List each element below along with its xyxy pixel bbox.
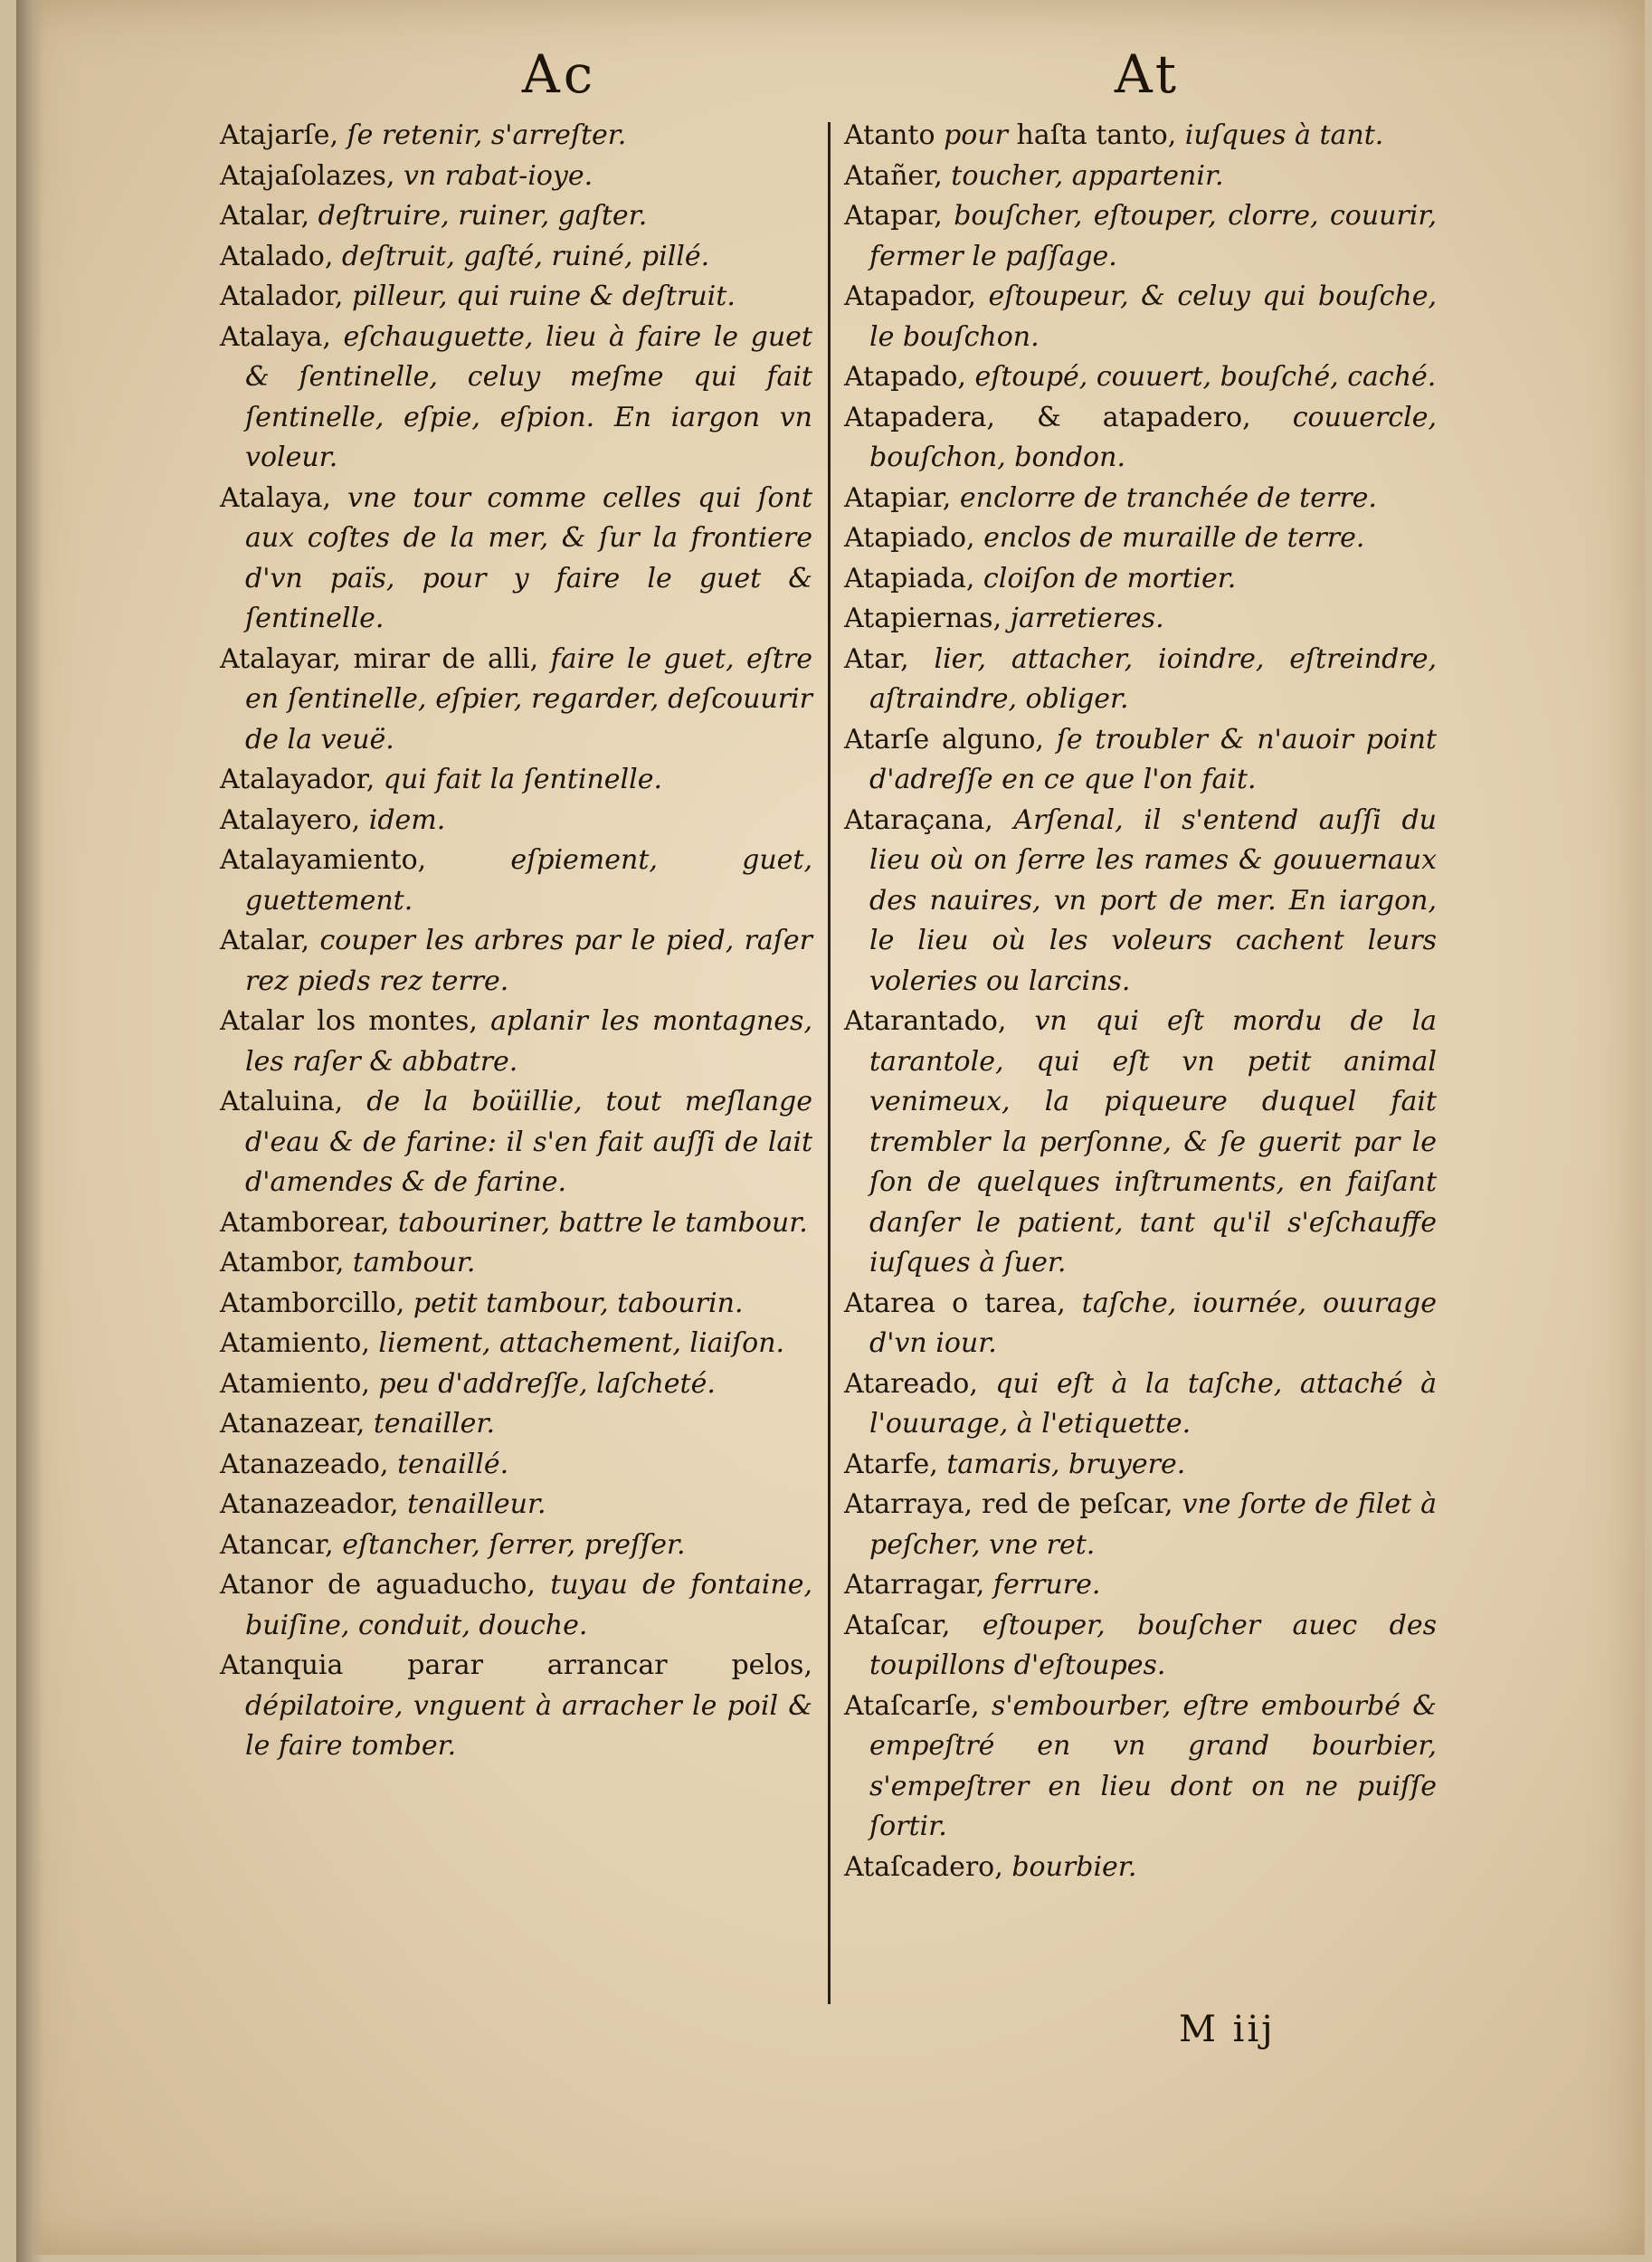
headword: Atamiento, xyxy=(220,1367,370,1400)
headword: Atancar, xyxy=(220,1528,334,1561)
dictionary-entry xyxy=(844,801,1437,1003)
running-head-left: Ac xyxy=(521,43,597,105)
headword: Atapado, xyxy=(844,361,966,393)
dictionary-entry xyxy=(844,1002,1437,1284)
dictionary-entry xyxy=(220,116,812,157)
definition: pour xyxy=(935,119,1008,151)
definition: pilleur, qui ruine & deſtruit. xyxy=(343,280,736,312)
headword: Atalayar, mirar de alli, xyxy=(220,642,539,675)
dictionary-entry xyxy=(220,1525,812,1566)
definition: eſtoupeur, & celuy qui bouſche, le bouſchon. xyxy=(869,280,1437,353)
headword: Atarſe alguno, xyxy=(844,723,1044,756)
headword: Atalar, xyxy=(220,925,310,956)
headword: Atajaſolazes, xyxy=(220,159,395,192)
headword: Atanazeado, xyxy=(220,1448,389,1480)
dictionary-entry xyxy=(844,1848,1437,1888)
definition: vn qui eſt mordu de la tarantole, qui eſt vn petit animal venimeux, la piqueure duquel fait trembler la perſonne, & ſe guerit par le ſon de quelques inſtruments, en faiſant danſer le patient, tant qu'il s'eſchauffe iuſques à ſuer. xyxy=(869,1005,1437,1278)
definition: couper les arbres par le pied, raſer rez pieds rez terre. xyxy=(245,925,812,997)
definition: deſtruire, ruiner, gaſter. xyxy=(309,200,648,232)
headword: Atalayero, xyxy=(220,803,361,836)
headword: Atajarſe, xyxy=(220,119,339,151)
headword: Atapiar, xyxy=(844,481,952,514)
definition: taſche, iournée, ouurage d'vn iour. xyxy=(869,1287,1437,1359)
dictionary-entry xyxy=(220,1002,812,1082)
dictionary-entry xyxy=(220,1082,812,1203)
dictionary-entry xyxy=(844,1565,1437,1606)
definition: jarretieres. xyxy=(1002,603,1164,634)
definition: tenaillé. xyxy=(388,1448,509,1480)
book-page xyxy=(16,0,1645,2255)
dictionary-entry xyxy=(844,1284,1437,1364)
headword: Atalador, xyxy=(220,280,344,312)
headword: Atañer, xyxy=(844,159,943,192)
dictionary-entry xyxy=(844,116,1437,157)
definition: vne tour comme celles qui ſont aux coſtes de la mer, & ſur la frontiere d'vn païs, pour y faire le guet & ſentinelle. xyxy=(245,481,812,634)
headword: Ataſcarſe, xyxy=(844,1689,980,1722)
definition: ſe troubler & n'auoir point d'adreſſe en ce que l'on fait. xyxy=(869,723,1437,795)
dictionary-entry xyxy=(220,479,812,640)
definition: s'embourber, eſtre embourbé & empeſtré en vn grand bourbier, s'empeſtrer en lieu dont on ne puiſſe ſortir. xyxy=(869,1689,1437,1842)
dictionary-entry xyxy=(844,398,1437,479)
definition: tabouriner, battre le tambour. xyxy=(389,1206,808,1239)
dictionary-entry xyxy=(844,1364,1437,1445)
right-column xyxy=(844,116,1437,1887)
headword: Atareado, xyxy=(844,1367,978,1400)
definition-continued: iuſques à tant. xyxy=(1176,119,1384,151)
dictionary-entry xyxy=(220,921,812,1002)
definition: qui fait la ſentinelle. xyxy=(375,764,663,795)
definition: eſchauguette, lieu à faire le guet & ſentinelle, celuy meſme qui fait ſentinelle, eſpie, eſpion. En iargon vn voleur. xyxy=(245,320,812,473)
dictionary-entry xyxy=(844,720,1437,801)
headword: Atanazear, xyxy=(220,1408,366,1440)
column-rule xyxy=(828,122,831,2004)
headword: Atanazeador, xyxy=(220,1488,399,1520)
dictionary-entry xyxy=(220,1243,812,1284)
dictionary-entry xyxy=(220,1284,812,1325)
definition: tamaris, bruyere. xyxy=(937,1448,1186,1480)
dictionary-entry xyxy=(220,1203,812,1244)
dictionary-entry xyxy=(220,318,812,479)
headword: Atapiada, xyxy=(844,562,975,594)
headword: Atarantado, xyxy=(844,1005,1007,1037)
headword: Atalaya, xyxy=(220,481,331,514)
headword: Atamborcillo, xyxy=(220,1287,405,1319)
headword: Atarfe, xyxy=(844,1448,938,1480)
definition: tenailleur. xyxy=(398,1488,546,1520)
headword: Atapar, xyxy=(844,200,943,232)
dictionary-entry xyxy=(220,1485,812,1525)
headword: Ataluina, xyxy=(220,1086,344,1117)
definition: eſpiement, guet, guettement. xyxy=(245,844,812,917)
headword: Ataſcadero, xyxy=(844,1850,1003,1883)
definition: vn rabat-ioye. xyxy=(394,159,593,192)
headword: Atanto xyxy=(844,119,935,151)
headword: Atapiernas, xyxy=(844,603,1002,634)
binding-gutter xyxy=(16,0,43,2262)
headword: Atanor de aguaducho, xyxy=(220,1569,536,1601)
definition: ferrure. xyxy=(984,1569,1101,1601)
dictionary-entry xyxy=(220,1364,812,1405)
headword: Atapador, xyxy=(844,280,977,312)
definition: enclorre de tranchée de terre. xyxy=(951,481,1377,514)
dictionary-entry xyxy=(220,841,812,921)
dictionary-entry xyxy=(844,479,1437,519)
headword: Atalado, xyxy=(220,240,334,272)
dictionary-entry xyxy=(220,1565,812,1646)
definition: faire le guet, eſtre en ſentinelle, eſpier, regarder, deſcouurir de la veuë. xyxy=(245,642,812,756)
definition: peu d'addreſſe, laſcheté. xyxy=(369,1367,716,1400)
headword: Atalar, xyxy=(220,200,310,232)
definition: toucher, appartenir. xyxy=(942,159,1224,192)
headword: Atarragar, xyxy=(844,1569,985,1601)
dictionary-entry xyxy=(844,277,1437,357)
dictionary-entry xyxy=(220,1646,812,1767)
dictionary-entry xyxy=(844,1606,1437,1687)
dictionary-entry xyxy=(220,760,812,801)
definition: bouſcher, eſtouper, clorre, couurir, fermer le paſſage. xyxy=(869,200,1437,272)
definition: enclos de muraille de terre. xyxy=(974,522,1365,554)
definition: tuyau de fontaine, buiſine, conduit, douche. xyxy=(245,1569,812,1641)
definition: eſtouper, bouſcher auec des toupillons d'eſtoupes. xyxy=(869,1609,1437,1681)
dictionary-entry xyxy=(220,196,812,237)
definition: tenailler. xyxy=(365,1408,495,1440)
dictionary-entry xyxy=(220,1445,812,1486)
definition: tambour. xyxy=(344,1247,476,1278)
headword: Atarraya, red de peſcar, xyxy=(844,1488,1173,1520)
definition: liement, attachement, liaiſon. xyxy=(369,1327,785,1359)
definition: deſtruit, gaſté, ruiné, pillé. xyxy=(333,240,710,272)
definition: qui eſt à la taſche, attaché à l'ouurage, à l'etiquette. xyxy=(869,1367,1437,1440)
definition: vne ſorte de filet à peſcher, vne ret. xyxy=(869,1488,1437,1561)
dictionary-entry xyxy=(844,1687,1437,1848)
headword: Atanquia parar arrancar pelos, xyxy=(220,1649,812,1681)
dictionary-entry xyxy=(220,640,812,761)
headword: Atamborear, xyxy=(220,1206,390,1239)
headword: Atamiento, xyxy=(220,1327,370,1359)
dictionary-entry xyxy=(220,801,812,841)
headword: Atarea o tarea, xyxy=(844,1287,1066,1319)
dictionary-entry xyxy=(220,1404,812,1445)
running-head-right: At xyxy=(1114,43,1181,105)
dictionary-entry xyxy=(844,196,1437,277)
headword-continued: haſta tanto, xyxy=(1008,119,1177,151)
dictionary-entry xyxy=(844,640,1437,720)
dictionary-entry xyxy=(220,157,812,197)
headword: Atapiado, xyxy=(844,522,975,554)
definition: Arſenal, il s'entend auſſi du lieu où on ſerre les rames & gouuernaux des nauires, vn port de mer. En iargon, le lieu où les voleurs cachent leurs voleries ou larcins. xyxy=(869,803,1437,997)
headword: Atalayador, xyxy=(220,764,375,795)
definition: de la boüillie, tout meſlange d'eau & de farine: il s'en fait auſſi de lait d'amendes & de farine. xyxy=(245,1086,812,1198)
dictionary-entry xyxy=(844,357,1437,398)
headword: Atapadera, & atapadero, xyxy=(844,401,1251,433)
dictionary-entry xyxy=(844,599,1437,640)
definition: bourbier. xyxy=(1002,1850,1137,1883)
definition: petit tambour, tabourin. xyxy=(404,1287,744,1319)
dictionary-entry xyxy=(220,277,812,318)
headword: Atalaya, xyxy=(220,320,331,353)
signature-mark: M iij xyxy=(1179,2009,1276,2050)
dictionary-entry xyxy=(220,237,812,278)
left-column xyxy=(220,116,812,1767)
definition: lier, attacher, ioindre, eſtreindre, aſtraindre, obliger. xyxy=(869,642,1437,715)
definition: ſe retenir, s'arreſter. xyxy=(338,119,627,151)
definition: idem. xyxy=(360,803,446,836)
definition: cloiſon de mortier. xyxy=(974,562,1237,594)
definition: aplanir les montagnes, les raſer & abbatre. xyxy=(245,1005,812,1078)
headword: Ataſcar, xyxy=(844,1609,951,1641)
definition: dépilatoire, vnguent à arracher le poil & le faire tomber. xyxy=(245,1689,812,1762)
dictionary-entry xyxy=(844,157,1437,197)
definition: couuercle, bouſchon, bondon. xyxy=(869,401,1437,473)
dictionary-entry xyxy=(844,559,1437,600)
dictionary-entry xyxy=(844,518,1437,559)
dictionary-entry xyxy=(844,1485,1437,1565)
headword: Atalar los montes, xyxy=(220,1005,478,1037)
headword: Ataraçana, xyxy=(844,803,993,836)
dictionary-entry xyxy=(844,1445,1437,1486)
headword: Atar, xyxy=(844,642,909,675)
definition: eſtoupé, couuert, bouſché, caché. xyxy=(965,361,1437,393)
headword: Atambor, xyxy=(220,1247,345,1278)
definition: eſtancher, ſerrer, preſſer. xyxy=(333,1528,686,1561)
dictionary-entry xyxy=(220,1324,812,1364)
headword: Atalayamiento, xyxy=(220,844,427,876)
